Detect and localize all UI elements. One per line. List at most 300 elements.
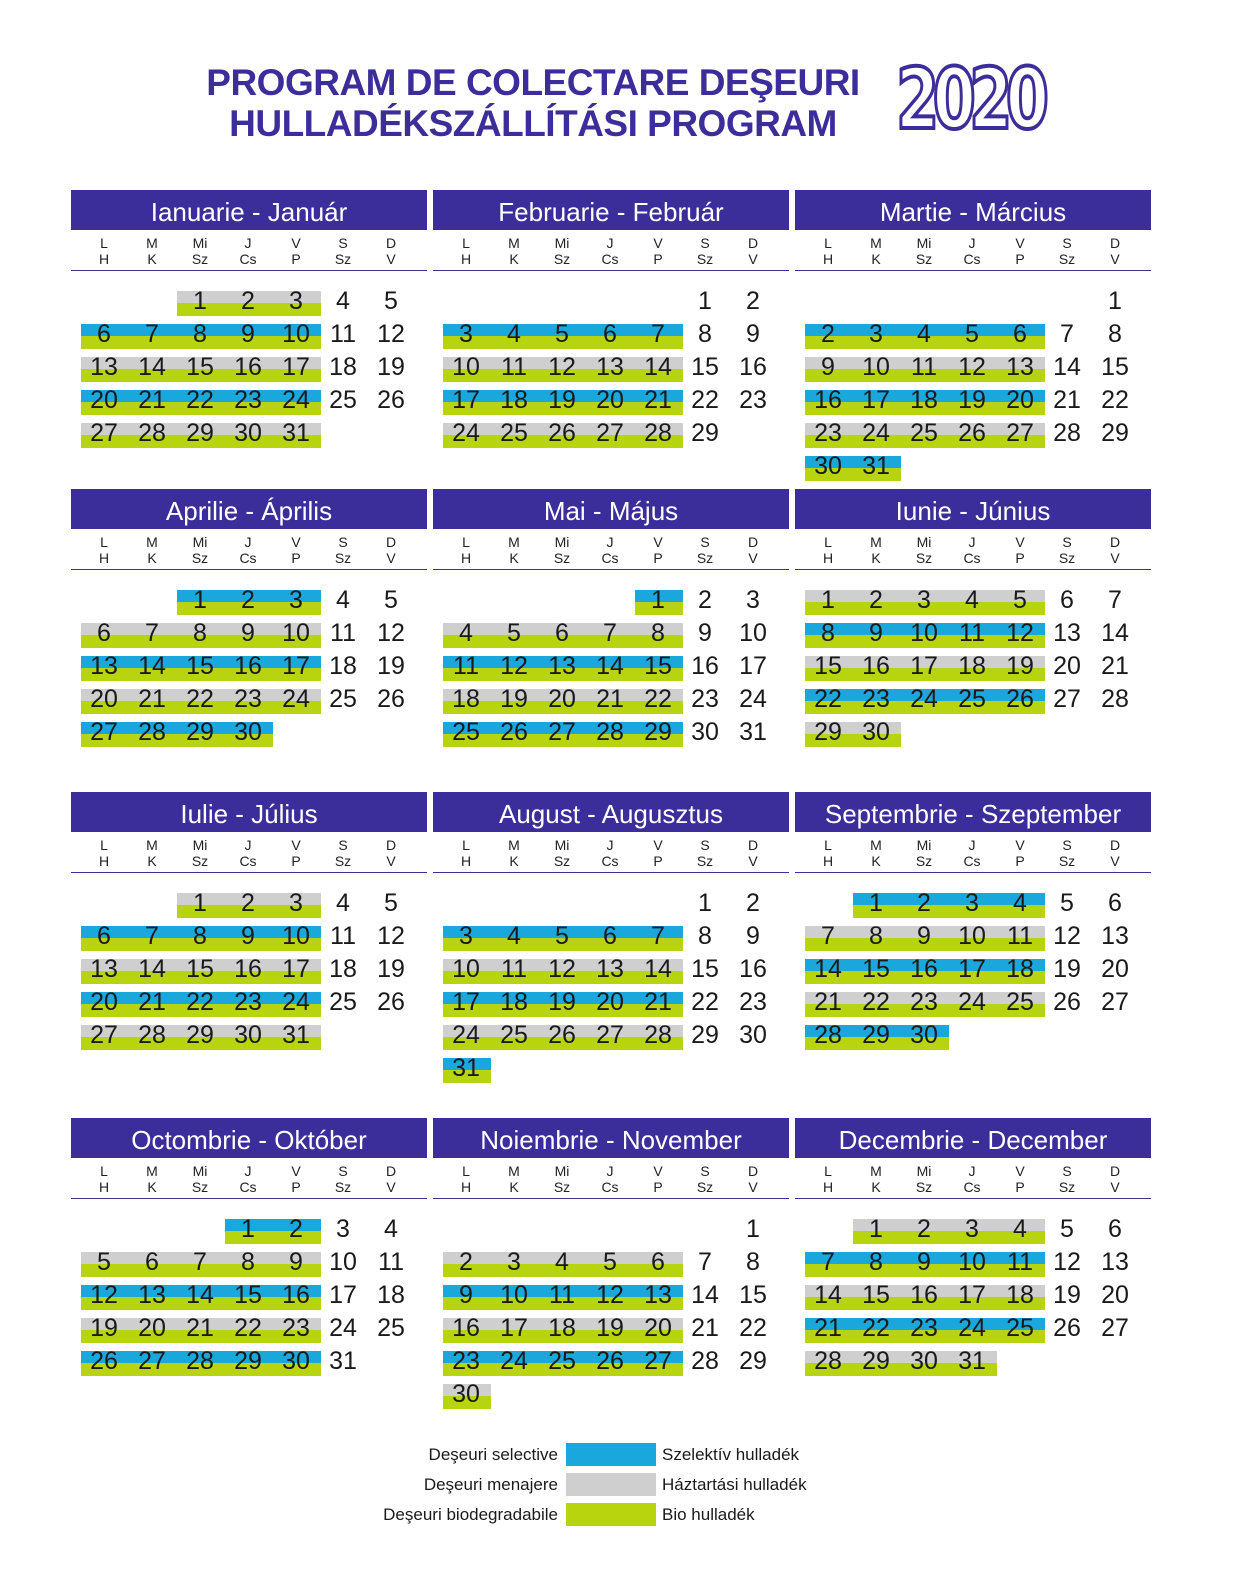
day-number: 10	[958, 922, 986, 950]
day-number: 14	[691, 1281, 719, 1309]
day-number: 5	[965, 320, 979, 348]
day-number: 16	[452, 1314, 480, 1342]
weekday-label: V	[1110, 853, 1120, 869]
month-header: Februarie - Február	[433, 190, 789, 230]
day-number: 6	[1060, 586, 1074, 614]
day-number: 10	[282, 320, 310, 348]
day-number: 6	[555, 619, 569, 647]
day-number: 20	[596, 988, 624, 1016]
day-number: 17	[452, 386, 480, 414]
day-number: 9	[746, 922, 760, 950]
weekday-label: V	[1015, 235, 1025, 251]
month-block	[795, 792, 1151, 1049]
day-number: 12	[377, 619, 405, 647]
day-number: 14	[644, 353, 672, 381]
weekday-label: M	[508, 235, 520, 251]
day-number: 17	[910, 652, 938, 680]
weekday-label: M	[870, 837, 882, 853]
day-number: 15	[862, 955, 890, 983]
day-number: 27	[90, 718, 118, 746]
weekday-label: S	[700, 235, 710, 251]
day-number: 17	[452, 988, 480, 1016]
weekday-label: V	[653, 1163, 663, 1179]
day-number: 29	[1101, 419, 1129, 447]
weekday-label: S	[1062, 235, 1072, 251]
weekday-label: S	[338, 1163, 348, 1179]
day-number: 17	[282, 353, 310, 381]
day-number: 13	[1006, 353, 1034, 381]
day-number: 8	[193, 922, 207, 950]
weekday-label: M	[146, 534, 158, 550]
weekday-label: H	[822, 251, 834, 267]
day-number: 17	[282, 955, 310, 983]
day-number: 22	[739, 1314, 767, 1342]
day-number: 10	[958, 1248, 986, 1276]
day-number: 11	[1007, 922, 1033, 950]
weekday-label: J	[968, 534, 976, 550]
day-number: 6	[651, 1248, 665, 1276]
day-number: 2	[459, 1248, 473, 1276]
day-number: 22	[644, 685, 672, 713]
weekday-label: D	[1109, 837, 1121, 853]
weekday-label: Mi	[554, 235, 570, 251]
weekday-label: M	[508, 534, 520, 550]
day-number: 17	[329, 1281, 357, 1309]
day-number: 8	[1108, 320, 1122, 348]
day-number: 8	[193, 320, 207, 348]
weekday-label: S	[700, 1163, 710, 1179]
day-number: 21	[596, 685, 624, 713]
day-number: 15	[1101, 353, 1129, 381]
weekday-label: H	[460, 550, 472, 566]
day-number: 19	[958, 386, 986, 414]
month-header: Octombrie - Október	[71, 1118, 427, 1158]
day-number: 9	[241, 619, 255, 647]
day-number: 10	[910, 619, 938, 647]
day-number: 6	[97, 619, 111, 647]
weekday-label: L	[100, 1163, 108, 1179]
weekday-label: K	[871, 251, 881, 267]
day-number: 30	[814, 452, 842, 480]
month-divider	[71, 1198, 427, 1199]
month-divider	[71, 569, 427, 570]
day-number: 28	[138, 1021, 166, 1049]
weekday-label: Mi	[192, 235, 208, 251]
day-number: 13	[644, 1281, 672, 1309]
day-number: 19	[90, 1314, 118, 1342]
day-number: 9	[869, 619, 883, 647]
weekday-label: Sz	[915, 853, 933, 869]
day-number: 28	[644, 419, 672, 447]
day-number: 24	[282, 685, 310, 713]
day-number: 1	[869, 1215, 883, 1243]
day-number: 22	[186, 988, 214, 1016]
weekday-label: D	[385, 837, 397, 853]
day-number: 11	[959, 619, 985, 647]
day-number: 7	[698, 1248, 712, 1276]
day-number: 20	[1101, 1281, 1129, 1309]
month-divider	[795, 270, 1151, 271]
day-number: 3	[746, 586, 760, 614]
day-number: 1	[869, 889, 883, 917]
weekday-label: Mi	[916, 534, 932, 550]
day-number: 20	[596, 386, 624, 414]
weekday-label: L	[462, 837, 470, 853]
day-number: 8	[869, 1248, 883, 1276]
legend-label-hu: Szelektív hulladék	[662, 1445, 800, 1464]
day-number: 5	[555, 320, 569, 348]
weekday-label: M	[146, 1163, 158, 1179]
day-number: 1	[698, 287, 712, 315]
day-number: 6	[97, 922, 111, 950]
day-number: 30	[910, 1347, 938, 1375]
day-number: 12	[548, 955, 576, 983]
month-block	[433, 1118, 789, 1408]
day-number: 4	[336, 889, 350, 917]
day-number: 2	[241, 287, 255, 315]
weekday-label: J	[606, 534, 614, 550]
weekday-label: H	[98, 1179, 110, 1195]
day-number: 26	[548, 419, 576, 447]
weekday-label: M	[870, 1163, 882, 1179]
weekday-label: Sz	[1058, 853, 1076, 869]
day-number: 17	[862, 386, 890, 414]
month-block	[433, 190, 789, 447]
day-number: 26	[1053, 1314, 1081, 1342]
day-number: 3	[869, 320, 883, 348]
weekday-label: M	[870, 534, 882, 550]
day-number: 28	[596, 718, 624, 746]
day-number: 7	[821, 922, 835, 950]
weekday-row-ro	[433, 236, 789, 251]
weekday-label: J	[606, 837, 614, 853]
day-number: 6	[97, 320, 111, 348]
day-number: 23	[739, 386, 767, 414]
weekday-label: Mi	[192, 1163, 208, 1179]
day-number: 14	[1053, 353, 1081, 381]
weekday-label: Sz	[553, 251, 571, 267]
day-number: 3	[917, 586, 931, 614]
day-number: 29	[862, 1347, 890, 1375]
weekday-label: Sz	[915, 550, 933, 566]
day-number: 1	[193, 889, 207, 917]
day-number: 4	[507, 922, 521, 950]
weekday-label: D	[1109, 534, 1121, 550]
day-number: 31	[282, 419, 310, 447]
day-number: 13	[90, 955, 118, 983]
day-number: 28	[138, 419, 166, 447]
weekday-label: Mi	[916, 235, 932, 251]
day-number: 31	[329, 1347, 357, 1375]
weekday-label: K	[509, 853, 519, 869]
day-number: 15	[234, 1281, 262, 1309]
day-number: 28	[1101, 685, 1129, 713]
month-block	[433, 489, 789, 746]
weekday-label: S	[1062, 1163, 1072, 1179]
day-number: 10	[739, 619, 767, 647]
day-number: 21	[138, 988, 166, 1016]
weekday-label: M	[508, 1163, 520, 1179]
day-number: 1	[651, 586, 665, 614]
weekday-label: S	[338, 534, 348, 550]
day-number: 3	[336, 1215, 350, 1243]
day-number: 18	[452, 685, 480, 713]
day-number: 1	[1108, 287, 1122, 315]
month-divider	[433, 569, 789, 570]
weekday-label: P	[653, 1179, 663, 1195]
weekday-label: Sz	[334, 853, 352, 869]
day-number: 12	[1006, 619, 1034, 647]
day-number: 16	[234, 955, 262, 983]
weekday-label: S	[700, 837, 710, 853]
weekday-label: V	[1110, 1179, 1120, 1195]
day-number: 11	[501, 353, 527, 381]
day-number: 21	[138, 386, 166, 414]
day-number: 18	[548, 1314, 576, 1342]
day-number: 20	[90, 685, 118, 713]
day-number: 16	[282, 1281, 310, 1309]
weekday-label: Cs	[963, 853, 981, 869]
month-divider	[71, 270, 427, 271]
day-number: 19	[596, 1314, 624, 1342]
weekday-label: P	[291, 251, 301, 267]
weekday-label: Cs	[963, 1179, 981, 1195]
weekday-row-hu	[795, 854, 1151, 869]
day-number: 10	[282, 922, 310, 950]
weekday-row-ro	[71, 1164, 427, 1179]
weekday-label: P	[291, 1179, 301, 1195]
day-number: 11	[1007, 1248, 1033, 1276]
day-number: 17	[739, 652, 767, 680]
weekday-label: K	[871, 550, 881, 566]
day-number: 7	[1060, 320, 1074, 348]
weekday-label: K	[147, 853, 157, 869]
weekday-label: Sz	[553, 1179, 571, 1195]
day-number: 11	[378, 1248, 404, 1276]
weekday-label: V	[386, 251, 396, 267]
day-number: 22	[691, 988, 719, 1016]
weekday-label: Cs	[601, 550, 619, 566]
day-number: 7	[651, 922, 665, 950]
day-number: 27	[548, 718, 576, 746]
day-number: 7	[821, 1248, 835, 1276]
weekday-label: Sz	[553, 550, 571, 566]
weekday-row-hu	[433, 252, 789, 267]
day-number: 24	[958, 1314, 986, 1342]
day-number: 9	[241, 922, 255, 950]
day-number: 1	[193, 287, 207, 315]
weekday-label: L	[462, 235, 470, 251]
month-header: Iulie - Július	[71, 792, 427, 832]
day-number: 15	[691, 353, 719, 381]
day-number: 28	[186, 1347, 214, 1375]
day-number: 30	[691, 718, 719, 746]
weekday-label: V	[386, 550, 396, 566]
day-number: 18	[910, 386, 938, 414]
day-number: 14	[644, 955, 672, 983]
day-number: 23	[739, 988, 767, 1016]
day-number: 2	[241, 586, 255, 614]
day-number: 27	[644, 1347, 672, 1375]
legend-label-ro: Deşeuri biodegradabile	[383, 1505, 558, 1524]
day-number: 4	[1013, 1215, 1027, 1243]
day-number: 6	[603, 922, 617, 950]
day-number: 6	[1013, 320, 1027, 348]
weekday-row-ro	[433, 1164, 789, 1179]
day-number: 16	[910, 955, 938, 983]
weekday-row-ro	[71, 535, 427, 550]
weekday-row-ro	[71, 838, 427, 853]
day-number: 7	[603, 619, 617, 647]
weekday-label: S	[1062, 534, 1072, 550]
weekday-label: S	[338, 235, 348, 251]
day-number: 31	[862, 452, 890, 480]
page-title-ro: PROGRAM DE COLECTARE DEŞEURI	[206, 62, 860, 103]
day-number: 4	[384, 1215, 398, 1243]
day-number: 15	[862, 1281, 890, 1309]
day-number: 12	[377, 922, 405, 950]
weekday-label: P	[291, 550, 301, 566]
day-number: 17	[958, 955, 986, 983]
month-divider	[795, 872, 1151, 873]
day-number: 4	[917, 320, 931, 348]
weekday-label: L	[462, 534, 470, 550]
weekday-label: Sz	[191, 251, 209, 267]
weekday-label: H	[98, 251, 110, 267]
weekday-label: Mi	[554, 534, 570, 550]
day-number: 29	[186, 718, 214, 746]
day-number: 29	[814, 718, 842, 746]
day-number: 7	[1108, 586, 1122, 614]
weekday-row-hu	[71, 854, 427, 869]
day-number: 1	[821, 586, 835, 614]
weekday-label: P	[1015, 853, 1025, 869]
weekday-label: K	[509, 550, 519, 566]
day-number: 3	[965, 889, 979, 917]
day-number: 23	[234, 685, 262, 713]
day-number: 11	[330, 619, 356, 647]
day-number: 23	[234, 988, 262, 1016]
day-number: 21	[186, 1314, 214, 1342]
weekday-label: L	[100, 235, 108, 251]
day-number: 4	[336, 287, 350, 315]
weekday-label: L	[824, 1163, 832, 1179]
weekday-label: Sz	[915, 1179, 933, 1195]
legend-swatch-household	[566, 1473, 656, 1496]
day-number: 5	[1060, 1215, 1074, 1243]
weekday-label: S	[700, 534, 710, 550]
weekday-label: J	[244, 837, 252, 853]
month-header: Iunie - Június	[795, 489, 1151, 529]
day-number: 19	[548, 386, 576, 414]
day-number: 30	[862, 718, 890, 746]
weekday-label: V	[653, 837, 663, 853]
day-number: 21	[1053, 386, 1081, 414]
day-number: 15	[814, 652, 842, 680]
day-number: 25	[452, 718, 480, 746]
day-number: 26	[1006, 685, 1034, 713]
weekday-label: Mi	[916, 837, 932, 853]
weekday-label: Mi	[916, 1163, 932, 1179]
weekday-label: Mi	[554, 837, 570, 853]
day-number: 28	[814, 1021, 842, 1049]
weekday-label: D	[747, 837, 759, 853]
day-number: 17	[282, 652, 310, 680]
weekday-label: Sz	[334, 251, 352, 267]
day-number: 11	[453, 652, 479, 680]
day-number: 26	[548, 1021, 576, 1049]
day-number: 2	[746, 287, 760, 315]
day-number: 23	[910, 1314, 938, 1342]
day-number: 27	[1101, 1314, 1129, 1342]
year-badge: 2020	[896, 50, 1043, 148]
weekday-label: J	[968, 837, 976, 853]
day-number: 24	[739, 685, 767, 713]
legend-label-ro: Deşeuri menajere	[423, 1475, 558, 1494]
day-number: 10	[862, 353, 890, 381]
day-number: 25	[1006, 1314, 1034, 1342]
weekday-row-hu	[795, 551, 1151, 566]
weekday-row-hu	[795, 252, 1151, 267]
day-number: 5	[603, 1248, 617, 1276]
month-header: Mai - Május	[433, 489, 789, 529]
day-number: 21	[814, 988, 842, 1016]
day-number: 8	[869, 922, 883, 950]
weekday-label: D	[747, 534, 759, 550]
day-number: 1	[746, 1215, 760, 1243]
day-number: 26	[377, 685, 405, 713]
weekday-label: V	[291, 837, 301, 853]
weekday-label: L	[100, 837, 108, 853]
day-number: 14	[138, 955, 166, 983]
day-number: 18	[329, 652, 357, 680]
page-title-hu: HULLADÉKSZÁLLÍTÁSI PROGRAM	[229, 103, 837, 144]
weekday-label: Cs	[601, 853, 619, 869]
day-number: 22	[186, 386, 214, 414]
day-number: 29	[234, 1347, 262, 1375]
day-number: 29	[691, 419, 719, 447]
day-number: 6	[1108, 1215, 1122, 1243]
month-divider	[795, 1198, 1151, 1199]
day-number: 28	[691, 1347, 719, 1375]
day-number: 3	[507, 1248, 521, 1276]
day-number: 5	[1013, 586, 1027, 614]
day-number: 9	[917, 1248, 931, 1276]
day-number: 23	[910, 988, 938, 1016]
weekday-label: Sz	[915, 251, 933, 267]
weekday-label: Cs	[963, 251, 981, 267]
day-number: 26	[958, 419, 986, 447]
day-number: 9	[746, 320, 760, 348]
day-number: 19	[377, 353, 405, 381]
day-number: 16	[691, 652, 719, 680]
weekday-label: V	[291, 235, 301, 251]
day-number: 24	[282, 988, 310, 1016]
day-number: 11	[501, 955, 527, 983]
day-number: 23	[452, 1347, 480, 1375]
weekday-label: Sz	[1058, 550, 1076, 566]
weekday-label: Sz	[191, 853, 209, 869]
day-number: 28	[138, 718, 166, 746]
day-number: 8	[651, 619, 665, 647]
day-number: 6	[145, 1248, 159, 1276]
weekday-label: Sz	[334, 1179, 352, 1195]
legend-swatch-selective	[566, 1443, 656, 1466]
weekday-label: Mi	[192, 534, 208, 550]
weekday-label: V	[653, 235, 663, 251]
day-number: 12	[500, 652, 528, 680]
weekday-label: S	[1062, 837, 1072, 853]
